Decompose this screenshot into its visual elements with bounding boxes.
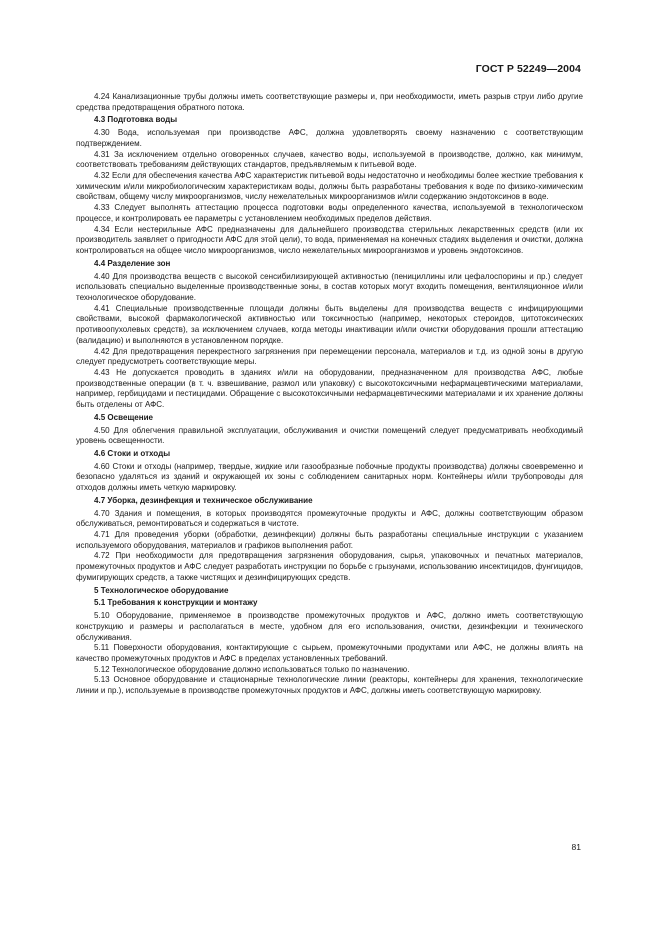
paragraph: 5.12 Технологическое оборудование должно использоваться только по назначению.	[94, 664, 410, 674]
section-heading: 4.3 Подготовка воды	[94, 115, 178, 125]
paragraph: 4.31 За исключением отдельно оговоренных случаев, качество воды, используемой в производстве, должно, как минимум, соответствовать требованиям действующих стандартов, предъявляемым к питьевой воде.	[76, 149, 583, 170]
paragraph: 4.41 Специальные производственные площади должны быть выделены для производства веществ с инфицирующими свойствами, высокой фармакологической активностью или токсичностью (например, некоторых стероидов, цитотоксических противоопухолевых средств), за исключением случаев, когда методы инактивации и/или очистки оборудования прошли аттестацию (валидацию) и выполняются в установленном порядке.	[76, 303, 583, 345]
paragraph: 5.11 Поверхности оборудования, контактирующие с сырьем, промежуточными продуктами или АФС, не должны влиять на качество промежуточных продуктов и АФС в пределах установленных требований.	[76, 643, 583, 663]
document-body	[76, 92, 583, 697]
section-heading: 4.4 Разделение зон	[94, 258, 171, 268]
section-heading: 4.7 Уборка, дезинфекция и техническое обслуживание	[94, 495, 313, 505]
paragraph: 5.10 Оборудование, применяемое в производстве промежуточных продуктов и АФС, должно иметь соответствующую конструкцию и размеры и располагаться в месте, удобном для его использования, очистки, дезинфекции и технического обслуживания.	[76, 611, 583, 642]
paragraph: 4.40 Для производства веществ с высокой сенсибилизирующей активностью (пенициллины или цефалоспорины и пр.) следует использовать специально выделенные производственные зоны, в состав которых могут входить помещения, вентиляционное и/или технологическое оборудование.	[76, 271, 583, 302]
section-heading: 4.5 Освещение	[94, 412, 154, 422]
paragraph: 4.43 Не допускается проводить в зданиях и/или на оборудовании, предназначенном для производства АФС, любые производственные операции (в т. ч. взвешивание, размол или упаковку) с высокотоксичными нефармацевтическими материалами, например, гербицидами и пестицидами. Обращение с высокотоксичными нефармацевтическими материалами и их хранение должны быть отделены от АФС.	[76, 367, 583, 410]
paragraph: 4.60 Стоки и отходы (например, твердые, жидкие или газообразные побочные продукты производства) должны своевременно и безопасно удаляться из зданий и окружающей их зоны с соблюдением санитарных норм. Контейнеры и/или трубопроводы для отходов должны иметь четкую маркировку.	[76, 461, 583, 493]
paragraph: 5.13 Основное оборудование и стационарные технологические линии (реакторы, контейнеры для хранения, технологические линии и пр.), используемые в производстве промежуточных продуктов и АФС, должны иметь соответствующую маркировку.	[76, 675, 583, 696]
paragraph: 4.70 Здания и помещения, в которых производятся промежуточные продукты и АФС, должны соответствующим образом обслуживаться, ремонтироваться и содержаться в чистоте.	[76, 508, 583, 529]
section-heading: 5.1 Требования к конструкции и монтажу	[94, 598, 258, 608]
section-heading: 5 Технологическое оборудование	[94, 585, 229, 595]
page-number: 81	[571, 842, 581, 852]
paragraph: 4.72 При необходимости для предотвращения загрязнения оборудования, сырья, упаковочных и печатных материалов, промежуточных продуктов и АФС следует разработать инструкции по борьбе с грызунами, использованию инсектицидов, фунгицидов, фумигирующих средств, а также чистящих и дезинфицирующих средств.	[76, 551, 583, 582]
section-heading: 4.6 Стоки и отходы	[94, 449, 171, 458]
paragraph: 4.34 Если нестерильные АФС предназначены для дальнейшего производства стерильных лекарственных средств (или их производитель заявляет о пригодности АФС для этой цели), то вода, применяемая на конечных стадиях выделения и очистки, должна контролироваться на общее число микроорганизмов, число нежелательных микроорганизмов и уровень эндотоксинов.	[76, 224, 583, 256]
paragraph: 4.42 Для предотвращения перекрестного загрязнения при перемещении персонала, материалов и т.д. из одной зоны в другую следует предусмотреть соответствующие меры.	[76, 346, 583, 367]
paragraph: 4.30 Вода, используемая при производстве АФС, должна удовлетворять своему назначению с соответствующим подтверждением.	[76, 128, 583, 148]
paragraph: 4.32 Если для обеспечения качества АФС характеристик питьевой воды недостаточно и необходимы более жесткие требования к химическим и/или микробиологическим характеристикам воды, должны быть разработаны требования к воде по физико-химическим свойствам, общему числу микроорганизмов, числу нежелательных микроорганизмов и/или содержанию эндотоксинов в воде.	[76, 171, 583, 202]
paragraph: 4.71 Для проведения уборки (обработки, дезинфекции) должны быть разработаны специальные инструкции с указанием используемого оборудования, материалов и графиков выполнения работ.	[76, 530, 583, 550]
document-code: ГОСТ Р 52249—2004	[475, 63, 581, 75]
paragraph: 4.24 Канализационные трубы должны иметь соответствующие размеры и, при необходимости, иметь разрыв струи либо другие средства предотвращения обратного потока.	[76, 92, 583, 112]
paragraph: 4.50 Для облегчения правильной эксплуатации, обслуживания и очистки помещений следует предусматривать необходимый уровень освещенности.	[76, 425, 583, 446]
paragraph: 4.33 Следует выполнять аттестацию процесса подготовки воды определенного качества, используемой в технологическом процессе, и контролировать ее параметры с установлением необходимых пределов действия.	[76, 203, 583, 223]
